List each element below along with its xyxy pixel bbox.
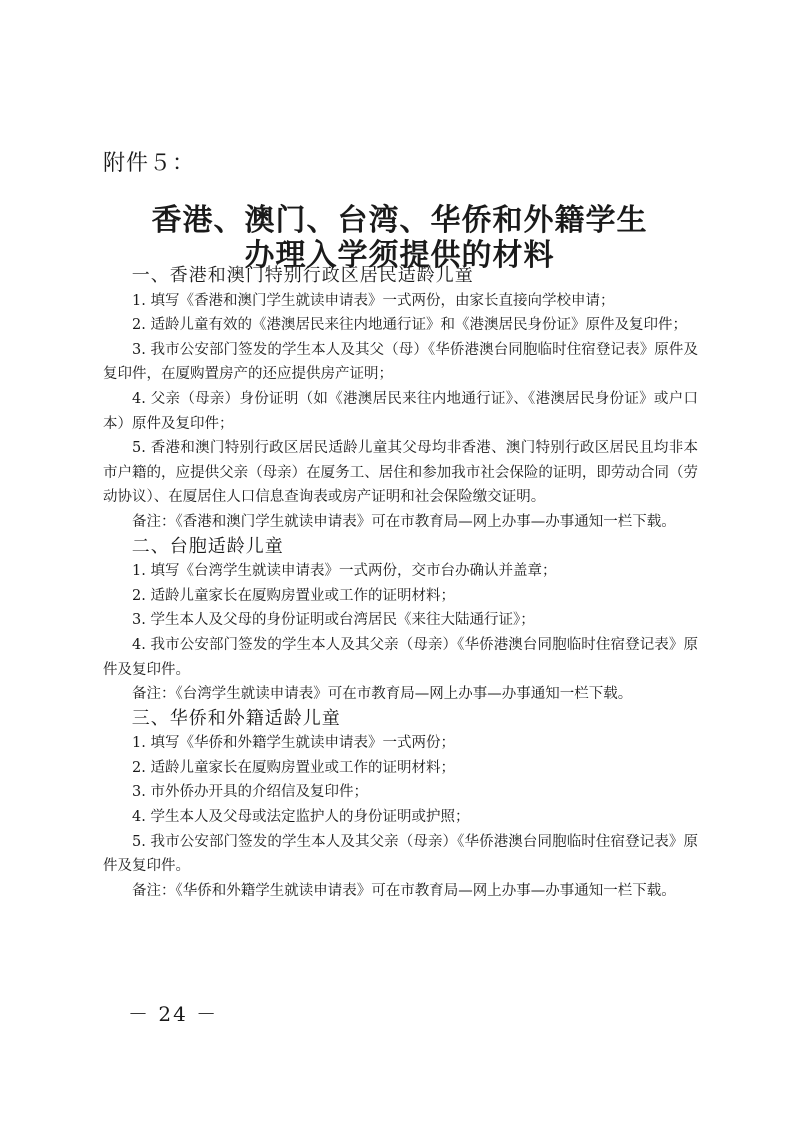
paragraph: 2. 适龄儿童家长在厦购房置业或工作的证明材料； <box>132 587 455 604</box>
paragraph: 1. 填写《华侨和外籍学生就读申请表》一式两份； <box>132 735 455 752</box>
paragraph: 3. 我市公安部门签发的学生本人及其父（母）《华侨港澳台同胞临时住宿登记表》原件及复印件，在厦购置房产的还应提供房产证明； <box>103 341 698 383</box>
attachment-label: 附件５： <box>103 151 196 176</box>
paragraph: 4. 父亲（母亲）身份证明（如《港澳居民来往内地通行证》、《港澳居民身份证》或户口本）原件及复印件； <box>103 390 698 432</box>
paragraph: 1. 填写《台湾学生就读申请表》一式两份，交市台办确认并盖章； <box>132 563 557 580</box>
note-paragraph: 备注：《华侨和外籍学生就读申请表》可在市教育局—网上办事—办事通知一栏下载。 <box>132 882 676 899</box>
paragraph: 3. 学生本人及父母的身份证明或台湾居民《来往大陆通行证》； <box>132 612 535 629</box>
paragraph: 4. 学生本人及父母或法定监护人的身份证明或护照； <box>132 809 470 826</box>
section-heading: 二、台胞适龄儿童 <box>131 535 284 557</box>
note-paragraph: 备注：《香港和澳门学生就读申请表》可在市教育局—网上办事—办事通知一栏下载。 <box>132 513 676 530</box>
document-title-line-2: 办理入学须提供的材料 <box>244 238 555 273</box>
paragraph: 5. 我市公安部门签发的学生本人及其父亲（母亲）《华侨港澳台同胞临时住宿登记表》原件及复印件。 <box>103 833 698 875</box>
paragraph: 1. 填写《香港和澳门学生就读申请表》一式两份，由家长直接向学校申请； <box>132 292 615 309</box>
note-paragraph: 备注：《台湾学生就读申请表》可在市教育局—网上办事—办事通知一栏下载。 <box>132 686 633 703</box>
section-heading: 三、华侨和外籍适龄儿童 <box>131 707 341 729</box>
section-heading: 一、香港和澳门特别行政区居民适龄儿童 <box>131 265 474 286</box>
paragraph: 2. 适龄儿童有效的《港澳居民来往内地通行证》和《港澳居民身份证》原件及复印件； <box>132 317 687 334</box>
paragraph: 5. 香港和澳门特别行政区居民适龄儿童其父母均非香港、澳门特别行政区居民且均非本市户籍的，应提供父亲（母亲）在厦务工、居住和参加我市社会保险的证明，即劳动合同（劳动协议）、在厦居住人口信息查询表或房产证明和社会保险缴交证明。 <box>103 440 698 506</box>
paragraph: 3. 市外侨办开具的介绍信及复印件； <box>132 784 368 801</box>
document-title-line-1: 香港、澳门、台湾、华侨和外籍学生 <box>151 203 648 238</box>
page-number: － 24 － <box>128 1002 219 1026</box>
paragraph: 2. 适龄儿童家长在厦购房置业或工作的证明材料； <box>132 759 455 776</box>
document-body <box>103 264 698 903</box>
paragraph: 4. 我市公安部门签发的学生本人及其父亲（母亲）《华侨港澳台同胞临时住宿登记表》原件及复印件。 <box>103 636 698 678</box>
